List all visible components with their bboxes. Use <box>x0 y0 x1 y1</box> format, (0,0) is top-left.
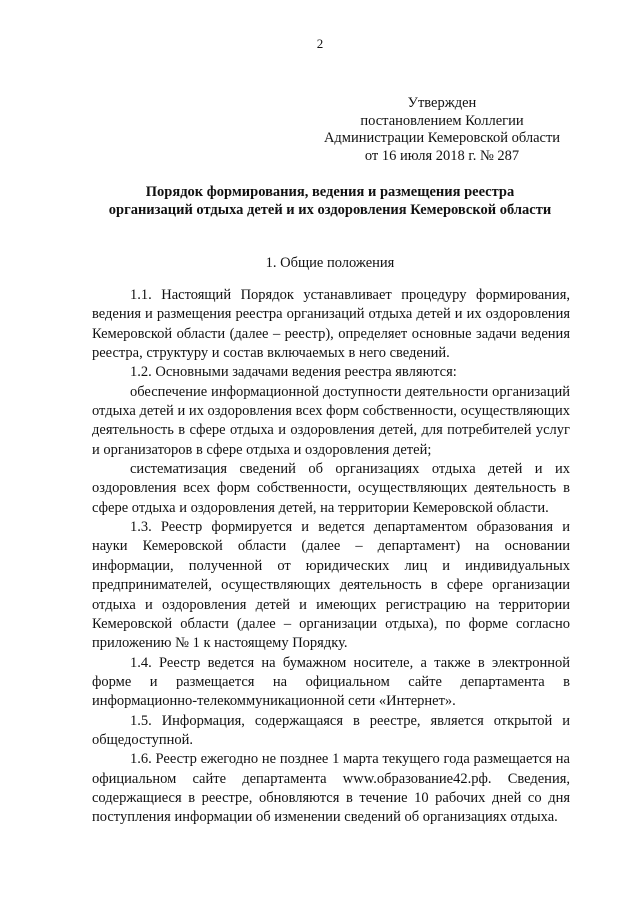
paragraph-1-6: 1.6. Реестр ежегодно не позднее 1 марта текущего года размещается на официальном сайте департамента www.образование42.рф. Сведения, содержащиеся в реестре, обновляются в течение 10 рабочих дней со дня поступления информации об изменении сведений об организациях отдыха. <box>92 751 570 826</box>
paragraph-1-5: 1.5. Информация, содержащаяся в реестре, является открытой и общедоступной. <box>92 712 570 748</box>
document-title <box>80 183 580 219</box>
page-number: 2 <box>316 36 324 51</box>
approval-line: от 16 июля 2018 г. № 287 <box>364 147 520 164</box>
document-body <box>92 286 570 828</box>
paragraph-1-3: 1.3. Реестр формируется и ведется департаментом образования и науки Кемеровской области (далее – департамент) на основании информации, полученной от юридических лиц и индивидуальных предпринимателей, осуществляющих деятельность в сфере организации отдыха и оздоровления детей и имеющих регистрацию на территории Кемеровской области (далее – организации отдыха), по форме согласно приложению № 1 к настоящему Порядку. <box>92 519 570 652</box>
approval-line: постановлением Коллегии <box>360 112 524 129</box>
document-title-line: организаций отдыха детей и их оздоровления Кемеровской области <box>108 202 552 218</box>
section-heading: 1. Общие положения <box>265 255 395 271</box>
paragraph-1-2: 1.2. Основными задачами ведения реестра являются: <box>130 364 457 381</box>
approval-block <box>312 95 572 165</box>
paragraph-1-1: 1.1. Настоящий Порядок устанавливает процедуру формирования, ведения и размещения реестра организаций отдыха детей и их оздоровления Кемеровской области (далее – реестр), определяет основные задачи ведения реестра, структуру и состав включаемых в него сведений. <box>92 287 570 362</box>
paragraph-task-2: систематизация сведений об организациях отдыха детей и их оздоровления всех форм собственности, осуществляющих деятельность в сфере отдыха и оздоровления детей, на территории Кемеровской области. <box>92 461 570 516</box>
approval-line: Администрации Кемеровской области <box>323 130 561 146</box>
approval-line: Утвержден <box>407 95 477 111</box>
paragraph-task-1: обеспечение информационной доступности деятельности организаций отдыха детей и их оздоровления всех форм собственности, осуществляющих деятельность в сфере отдыха и оздоровления детей, для потребителей услуг и организаторов в сфере отдыха и оздоровления детей; <box>92 383 570 458</box>
paragraph-1-4: 1.4. Реестр ведется на бумажном носителе, а также в электронной форме и размещается на официальном сайте департамента в информационно-телекоммуникационной сети «Интернет». <box>92 654 570 710</box>
document-title-line: Порядок формирования, ведения и размещения реестра <box>145 184 515 200</box>
